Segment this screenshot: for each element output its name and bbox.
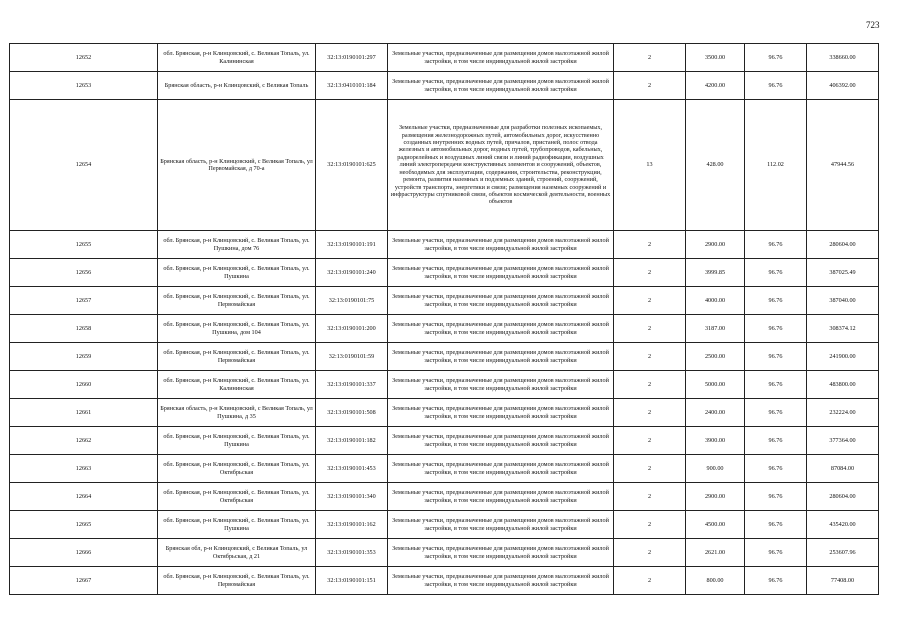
row-cadastral-value: 47944.56: [807, 100, 879, 231]
row-address: обл. Брянская, р-н Клинцовский, с. Великая Топаль, ул. Пушкина, дом 104: [158, 315, 316, 343]
page-number: 723: [866, 20, 880, 30]
row-cadastral-number: 32:13:0410101:184: [316, 72, 388, 100]
row-cadastral-number: 32:13:0190101:353: [316, 539, 388, 567]
row-id: 12661: [10, 399, 158, 427]
row-address: обл. Брянская, р-н Клинцовский, с. Великая Топаль, ул. Первомайская: [158, 567, 316, 595]
row-cadastral-number: 32:13:0190101:200: [316, 315, 388, 343]
row-id: 12655: [10, 231, 158, 259]
row-group: 2: [614, 539, 686, 567]
row-cadastral-value: 406392.00: [807, 72, 879, 100]
row-permitted-use: Земельные участки, предназначенные для размещения домов малоэтажной жилой застройки, в том числе индивидуальной жилой застройки: [388, 539, 614, 567]
row-rate: 96.76: [745, 287, 807, 315]
row-permitted-use: Земельные участки, предназначенные для размещения домов малоэтажной жилой застройки, в том числе индивидуальной жилой застройки: [388, 399, 614, 427]
row-area: 5000.00: [686, 371, 745, 399]
row-permitted-use: Земельные участки, предназначенные для размещения домов малоэтажной жилой застройки, в том числе индивидуальной жилой застройки: [388, 455, 614, 483]
row-permitted-use: Земельные участки, предназначенные для размещения домов малоэтажной жилой застройки, в том числе индивидуальной жилой застройки: [388, 483, 614, 511]
table-row: [10, 231, 879, 259]
row-address: Брянская область, р-н Клинцовский, с Великая Топаль, ул Пушкина, д 35: [158, 399, 316, 427]
row-group: 2: [614, 259, 686, 287]
row-permitted-use: Земельные участки, предназначенные для размещения домов малоэтажной жилой застройки, в том числе индивидуальной жилой застройки: [388, 343, 614, 371]
row-permitted-use: Земельные участки, предназначенные для размещения домов малоэтажной жилой застройки, в том числе индивидуальной жилой застройки: [388, 44, 614, 72]
row-cadastral-number: 32:13:0190101:337: [316, 371, 388, 399]
row-cadastral-number: 32:13:0190101:240: [316, 259, 388, 287]
row-rate: 96.76: [745, 343, 807, 371]
row-rate: 96.76: [745, 72, 807, 100]
row-id: 12657: [10, 287, 158, 315]
table-row: [10, 427, 879, 455]
row-address: обл. Брянская, р-н Клинцовский, с. Великая Топаль, ул. Октябрьская: [158, 483, 316, 511]
table-row: [10, 259, 879, 287]
row-permitted-use: Земельные участки, предназначенные для размещения домов малоэтажной жилой застройки, в том числе индивидуальной жилой застройки: [388, 371, 614, 399]
row-address: обл. Брянская, р-н Клинцовский, с. Великая Топаль, ул. Калининская: [158, 371, 316, 399]
row-group: 2: [614, 511, 686, 539]
row-permitted-use: Земельные участки, предназначенные для размещения домов малоэтажной жилой застройки, в том числе индивидуальной жилой застройки: [388, 315, 614, 343]
row-permitted-use: Земельные участки, предназначенные для размещения домов малоэтажной жилой застройки, в том числе индивидуальной жилой застройки: [388, 231, 614, 259]
row-rate: 96.76: [745, 567, 807, 595]
row-area: 3187.00: [686, 315, 745, 343]
row-area: 428.00: [686, 100, 745, 231]
row-rate: 96.76: [745, 483, 807, 511]
row-rate: 96.76: [745, 511, 807, 539]
row-cadastral-number: 32:13:0190101:162: [316, 511, 388, 539]
row-rate: 96.76: [745, 455, 807, 483]
row-cadastral-value: 280604.00: [807, 231, 879, 259]
row-group: 2: [614, 455, 686, 483]
row-id: 12663: [10, 455, 158, 483]
row-permitted-use: Земельные участки, предназначенные для размещения домов малоэтажной жилой застройки, в том числе индивидуальной жилой застройки: [388, 259, 614, 287]
row-rate: 96.76: [745, 371, 807, 399]
row-id: 12665: [10, 511, 158, 539]
row-id: 12656: [10, 259, 158, 287]
row-area: 3900.00: [686, 427, 745, 455]
row-cadastral-number: 32:13:0190101:340: [316, 483, 388, 511]
row-cadastral-value: 280604.00: [807, 483, 879, 511]
row-group: 2: [614, 44, 686, 72]
row-address: обл. Брянская, р-н Клинцовский, с. Великая Топаль, ул. Первомайская: [158, 343, 316, 371]
table-row: [10, 100, 879, 231]
row-area: 900.00: [686, 455, 745, 483]
row-cadastral-value: 377364.00: [807, 427, 879, 455]
row-cadastral-value: 387025.49: [807, 259, 879, 287]
table-row: [10, 72, 879, 100]
row-cadastral-number: 32:13:0190101:453: [316, 455, 388, 483]
row-rate: 112.02: [745, 100, 807, 231]
row-rate: 96.76: [745, 315, 807, 343]
table-row: [10, 567, 879, 595]
row-id: 12660: [10, 371, 158, 399]
row-group: 13: [614, 100, 686, 231]
row-cadastral-value: 253607.96: [807, 539, 879, 567]
row-address: Брянская область, р-н Клинцовский, с Великая Топаль, ул Первомайская, д 70-а: [158, 100, 316, 231]
row-cadastral-number: 32:13:0190101:297: [316, 44, 388, 72]
table-row: [10, 399, 879, 427]
row-id: 12666: [10, 539, 158, 567]
row-cadastral-number: 32:13:0190101:59: [316, 343, 388, 371]
table-row: [10, 371, 879, 399]
row-area: 800.00: [686, 567, 745, 595]
table-row: [10, 44, 879, 72]
row-area: 2621.00: [686, 539, 745, 567]
row-cadastral-value: 87084.00: [807, 455, 879, 483]
row-group: 2: [614, 72, 686, 100]
row-permitted-use: Земельные участки, предназначенные для размещения домов малоэтажной жилой застройки, в том числе индивидуальной жилой застройки: [388, 287, 614, 315]
row-id: 12667: [10, 567, 158, 595]
row-cadastral-value: 308374.12: [807, 315, 879, 343]
row-id: 12659: [10, 343, 158, 371]
row-permitted-use: Земельные участки, предназначенные для размещения домов малоэтажной жилой застройки, в том числе индивидуальной жилой застройки: [388, 72, 614, 100]
row-id: 12664: [10, 483, 158, 511]
row-cadastral-number: 32:13:0190101:182: [316, 427, 388, 455]
row-group: 2: [614, 399, 686, 427]
row-cadastral-value: 387040.00: [807, 287, 879, 315]
row-address: Брянская обл, р-н Клинцовский, с Великая Топаль, ул Октябрьская, д 21: [158, 539, 316, 567]
row-cadastral-value: 483800.00: [807, 371, 879, 399]
row-area: 4000.00: [686, 287, 745, 315]
row-group: 2: [614, 567, 686, 595]
row-rate: 96.76: [745, 231, 807, 259]
row-id: 12654: [10, 100, 158, 231]
row-cadastral-value: 338660.00: [807, 44, 879, 72]
row-cadastral-value: 435420.00: [807, 511, 879, 539]
row-group: 2: [614, 371, 686, 399]
row-group: 2: [614, 315, 686, 343]
row-address: обл. Брянская, р-н Клинцовский, с. Великая Топаль, ул. Октябрьская: [158, 455, 316, 483]
row-id: 12662: [10, 427, 158, 455]
table-row: [10, 343, 879, 371]
row-permitted-use: Земельные участки, предназначенные для разработки полезных ископаемых, размещения железнодорожных путей, автомобильных дорог, искусственно созданных внутренних водных путей, причалов, пристаней, полос отвода железных и автомобильных дорог, водных путей, трубопроводов, кабельных, радиорелейных и воздушных линий связи и линий радиофикации, воздушных линий электропередачи конструктивных элементов и сооружений, объектов, необходимых для эксплуатации, содержания, строительства, реконструкции, ремонта, развития наземных и подземных зданий, строений, сооружений, устройств транспорта, энергетики и связи; размещения наземных сооружений и инфраструктуры спутниковой связи, объектов космической деятельности, военных объектов: [388, 100, 614, 231]
row-id: 12652: [10, 44, 158, 72]
row-permitted-use: Земельные участки, предназначенные для размещения домов малоэтажной жилой застройки, в том числе индивидуальной жилой застройки: [388, 511, 614, 539]
row-group: 2: [614, 287, 686, 315]
row-group: 2: [614, 427, 686, 455]
row-address: Брянская область, р-н Клинцовский, с Великая Топаль: [158, 72, 316, 100]
row-cadastral-number: 32:13:0190101:625: [316, 100, 388, 231]
row-cadastral-value: 241900.00: [807, 343, 879, 371]
row-rate: 96.76: [745, 44, 807, 72]
row-address: обл. Брянская, р-н Клинцовский, с. Великая Топаль, ул. Пушкина: [158, 427, 316, 455]
table-row: [10, 315, 879, 343]
row-area: 3500.00: [686, 44, 745, 72]
row-area: 3999.85: [686, 259, 745, 287]
row-cadastral-number: 32:13:0190101:75: [316, 287, 388, 315]
row-area: 4500.00: [686, 511, 745, 539]
row-permitted-use: Земельные участки, предназначенные для размещения домов малоэтажной жилой застройки, в том числе индивидуальной жилой застройки: [388, 567, 614, 595]
table-row: [10, 455, 879, 483]
row-area: 2500.00: [686, 343, 745, 371]
row-area: 4200.00: [686, 72, 745, 100]
table-row: [10, 483, 879, 511]
row-rate: 96.76: [745, 399, 807, 427]
row-group: 2: [614, 343, 686, 371]
row-address: обл. Брянская, р-н Клинцовский, с. Великая Топаль, ул. Пушкина: [158, 511, 316, 539]
row-cadastral-number: 32:13:0190101:508: [316, 399, 388, 427]
row-id: 12658: [10, 315, 158, 343]
row-cadastral-value: 77408.00: [807, 567, 879, 595]
table-body: [10, 44, 879, 595]
row-area: 2900.00: [686, 231, 745, 259]
row-address: обл. Брянская, р-н Клинцовский, с. Великая Топаль, ул. Пушкина, дом 76: [158, 231, 316, 259]
table-row: [10, 539, 879, 567]
row-address: обл. Брянская, р-н Клинцовский, с. Великая Топаль, ул. Калининская: [158, 44, 316, 72]
cadastral-value-table: [9, 43, 879, 595]
row-area: 2900.00: [686, 483, 745, 511]
row-area: 2400.00: [686, 399, 745, 427]
row-group: 2: [614, 231, 686, 259]
row-cadastral-value: 232224.00: [807, 399, 879, 427]
row-rate: 96.76: [745, 427, 807, 455]
row-permitted-use: Земельные участки, предназначенные для размещения домов малоэтажной жилой застройки, в том числе индивидуальной жилой застройки: [388, 427, 614, 455]
row-cadastral-number: 32:13:0190101:191: [316, 231, 388, 259]
row-id: 12653: [10, 72, 158, 100]
row-rate: 96.76: [745, 259, 807, 287]
row-cadastral-number: 32:13:0190101:151: [316, 567, 388, 595]
row-group: 2: [614, 483, 686, 511]
row-address: обл. Брянская, р-н Клинцовский, с. Великая Топаль, ул. Первомайская: [158, 287, 316, 315]
row-rate: 96.76: [745, 539, 807, 567]
row-address: обл. Брянская, р-н Клинцовский, с. Великая Топаль, ул. Пушкина: [158, 259, 316, 287]
table-row: [10, 287, 879, 315]
table-row: [10, 511, 879, 539]
